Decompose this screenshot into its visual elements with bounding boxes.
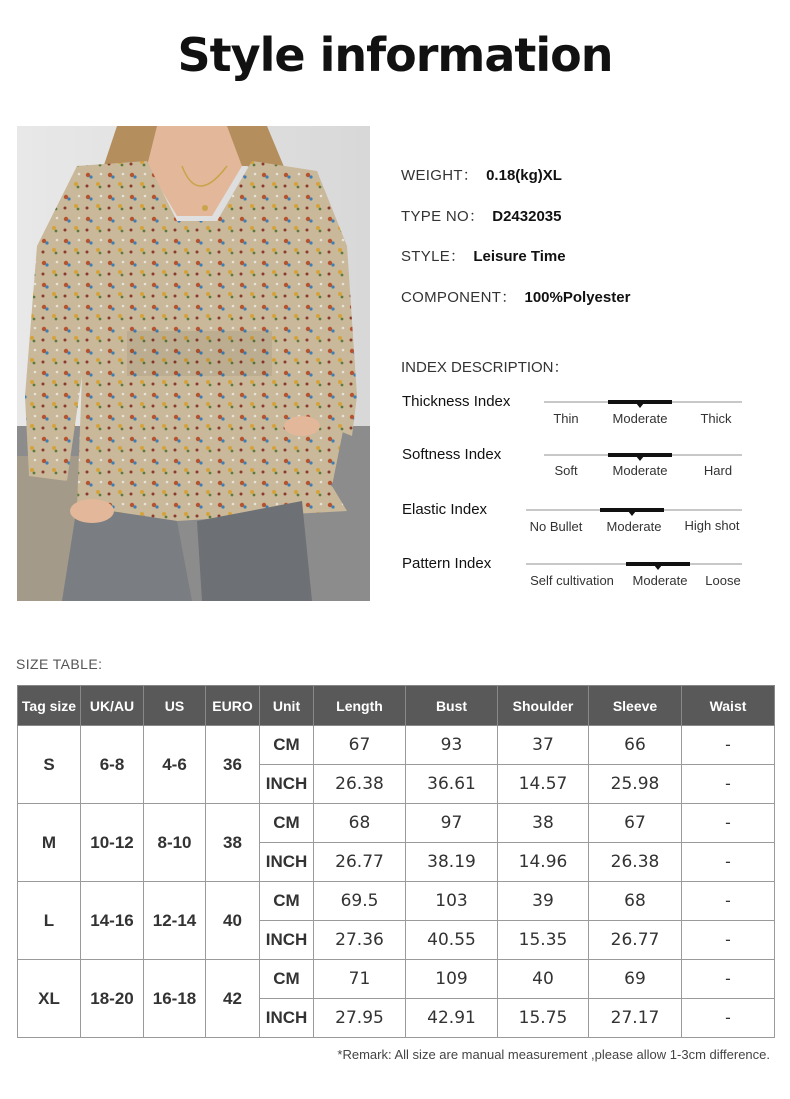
pattern-label-mid: Moderate xyxy=(632,573,688,588)
shoulder-cell: 14.96 xyxy=(498,843,589,882)
elastic-label-high: High shot xyxy=(684,518,740,533)
unit-cell: CM xyxy=(260,726,314,765)
weight-label: WEIGHT： xyxy=(401,167,479,184)
size-table-header xyxy=(18,686,775,726)
euro-cell: 40 xyxy=(206,882,260,960)
thickness-label-high: Thick xyxy=(700,411,732,426)
tag-size-cell: S xyxy=(18,726,81,804)
sleeve-cell: 66 xyxy=(589,726,682,765)
bust-cell: 40.55 xyxy=(406,921,498,960)
unit-cell: INCH xyxy=(260,765,314,804)
bust-cell: 42.91 xyxy=(406,999,498,1038)
us-cell: 4-6 xyxy=(144,726,206,804)
waist-cell: - xyxy=(682,726,775,765)
shoulder-cell: 15.35 xyxy=(498,921,589,960)
unit-cell: INCH xyxy=(260,921,314,960)
waist-cell: - xyxy=(682,999,775,1038)
waist-cell: - xyxy=(682,921,775,960)
weight-row xyxy=(401,164,562,185)
col-us: US xyxy=(144,686,206,726)
component-value: 100%Polyester xyxy=(524,289,631,306)
elastic-index-name: Elastic Index xyxy=(402,501,488,518)
size-table-heading: SIZE TABLE: xyxy=(16,656,103,672)
us-cell: 8-10 xyxy=(144,804,206,882)
shoulder-cell: 15.75 xyxy=(498,999,589,1038)
table-row xyxy=(18,882,775,921)
length-cell: 67 xyxy=(314,726,406,765)
length-cell: 71 xyxy=(314,960,406,999)
col-euro: EURO xyxy=(206,686,260,726)
waist-cell: - xyxy=(682,843,775,882)
bust-cell: 97 xyxy=(406,804,498,843)
uk-cell: 14-16 xyxy=(81,882,144,960)
waist-cell: - xyxy=(682,765,775,804)
thickness-index-name: Thickness Index xyxy=(402,393,511,410)
shoulder-cell: 40 xyxy=(498,960,589,999)
softness-label-low: Soft xyxy=(554,463,578,478)
type-no-value: D2432035 xyxy=(492,208,562,225)
shoulder-cell: 38 xyxy=(498,804,589,843)
product-photo xyxy=(17,126,370,601)
col-sleeve: Sleeve xyxy=(589,686,682,726)
col-shoulder: Shoulder xyxy=(498,686,589,726)
length-cell: 26.77 xyxy=(314,843,406,882)
shoulder-cell: 14.57 xyxy=(498,765,589,804)
uk-cell: 10-12 xyxy=(81,804,144,882)
euro-cell: 42 xyxy=(206,960,260,1038)
col-tag-size: Tag size xyxy=(18,686,81,726)
type-no-label: TYPE NO： xyxy=(401,208,485,225)
sleeve-cell: 26.38 xyxy=(589,843,682,882)
pattern-label-low: Self cultivation xyxy=(530,573,614,588)
style-label: STYLE： xyxy=(401,248,466,265)
waist-cell: - xyxy=(682,882,775,921)
us-cell: 16-18 xyxy=(144,960,206,1038)
thickness-pointer-icon xyxy=(636,403,644,408)
col-waist: Waist xyxy=(682,686,775,726)
elastic-pointer-icon xyxy=(628,511,636,516)
sleeve-cell: 69 xyxy=(589,960,682,999)
elastic-label-low: No Bullet xyxy=(529,519,583,534)
unit-cell: CM xyxy=(260,960,314,999)
euro-cell: 36 xyxy=(206,726,260,804)
sleeve-cell: 67 xyxy=(589,804,682,843)
length-cell: 68 xyxy=(314,804,406,843)
thickness-label-mid: Moderate xyxy=(612,411,668,426)
bust-cell: 109 xyxy=(406,960,498,999)
bust-cell: 38.19 xyxy=(406,843,498,882)
component-row xyxy=(401,286,630,307)
softness-label-mid: Moderate xyxy=(612,463,668,478)
uk-cell: 18-20 xyxy=(81,960,144,1038)
bust-cell: 93 xyxy=(406,726,498,765)
style-row xyxy=(401,245,566,266)
type-no-row xyxy=(401,205,561,226)
col-length: Length xyxy=(314,686,406,726)
unit-cell: CM xyxy=(260,804,314,843)
bust-cell: 36.61 xyxy=(406,765,498,804)
shoulder-cell: 37 xyxy=(498,726,589,765)
style-value: Leisure Time xyxy=(473,248,566,265)
component-label: COMPONENT： xyxy=(401,289,517,306)
unit-cell: CM xyxy=(260,882,314,921)
softness-pointer-icon xyxy=(636,456,644,461)
page-title: Style information xyxy=(177,28,613,82)
waist-cell: - xyxy=(682,960,775,999)
thickness-label-low: Thin xyxy=(553,411,579,426)
sleeve-cell: 26.77 xyxy=(589,921,682,960)
elastic-label-mid: Moderate xyxy=(606,519,662,534)
col-unit: Unit xyxy=(260,686,314,726)
index-description-heading: INDEX DESCRIPTION： xyxy=(401,359,569,376)
size-remark: *Remark: All size are manual measurement ,please allow 1-3cm difference. xyxy=(337,1047,770,1062)
tag-size-cell: M xyxy=(18,804,81,882)
col-uk-au: UK/AU xyxy=(81,686,144,726)
pattern-label-high: Loose xyxy=(705,573,741,588)
pattern-pointer-icon xyxy=(654,565,662,570)
unit-cell: INCH xyxy=(260,843,314,882)
sleeve-cell: 27.17 xyxy=(589,999,682,1038)
tag-size-cell: XL xyxy=(18,960,81,1038)
waist-cell: - xyxy=(682,804,775,843)
pattern-index-name: Pattern Index xyxy=(402,555,492,572)
table-row xyxy=(18,726,775,765)
length-cell: 26.38 xyxy=(314,765,406,804)
size-table xyxy=(17,685,775,1038)
col-bust: Bust xyxy=(406,686,498,726)
length-cell: 27.36 xyxy=(314,921,406,960)
length-cell: 27.95 xyxy=(314,999,406,1038)
uk-cell: 6-8 xyxy=(81,726,144,804)
softness-label-high: Hard xyxy=(703,463,733,478)
euro-cell: 38 xyxy=(206,804,260,882)
sleeve-cell: 25.98 xyxy=(589,765,682,804)
bust-cell: 103 xyxy=(406,882,498,921)
length-cell: 69.5 xyxy=(314,882,406,921)
tag-size-cell: L xyxy=(18,882,81,960)
sleeve-cell: 68 xyxy=(589,882,682,921)
table-row xyxy=(18,960,775,999)
unit-cell: INCH xyxy=(260,999,314,1038)
shoulder-cell: 39 xyxy=(498,882,589,921)
softness-index-name: Softness Index xyxy=(402,446,502,463)
weight-value: 0.18(kg)XL xyxy=(486,167,562,184)
table-row xyxy=(18,804,775,843)
us-cell: 12-14 xyxy=(144,882,206,960)
